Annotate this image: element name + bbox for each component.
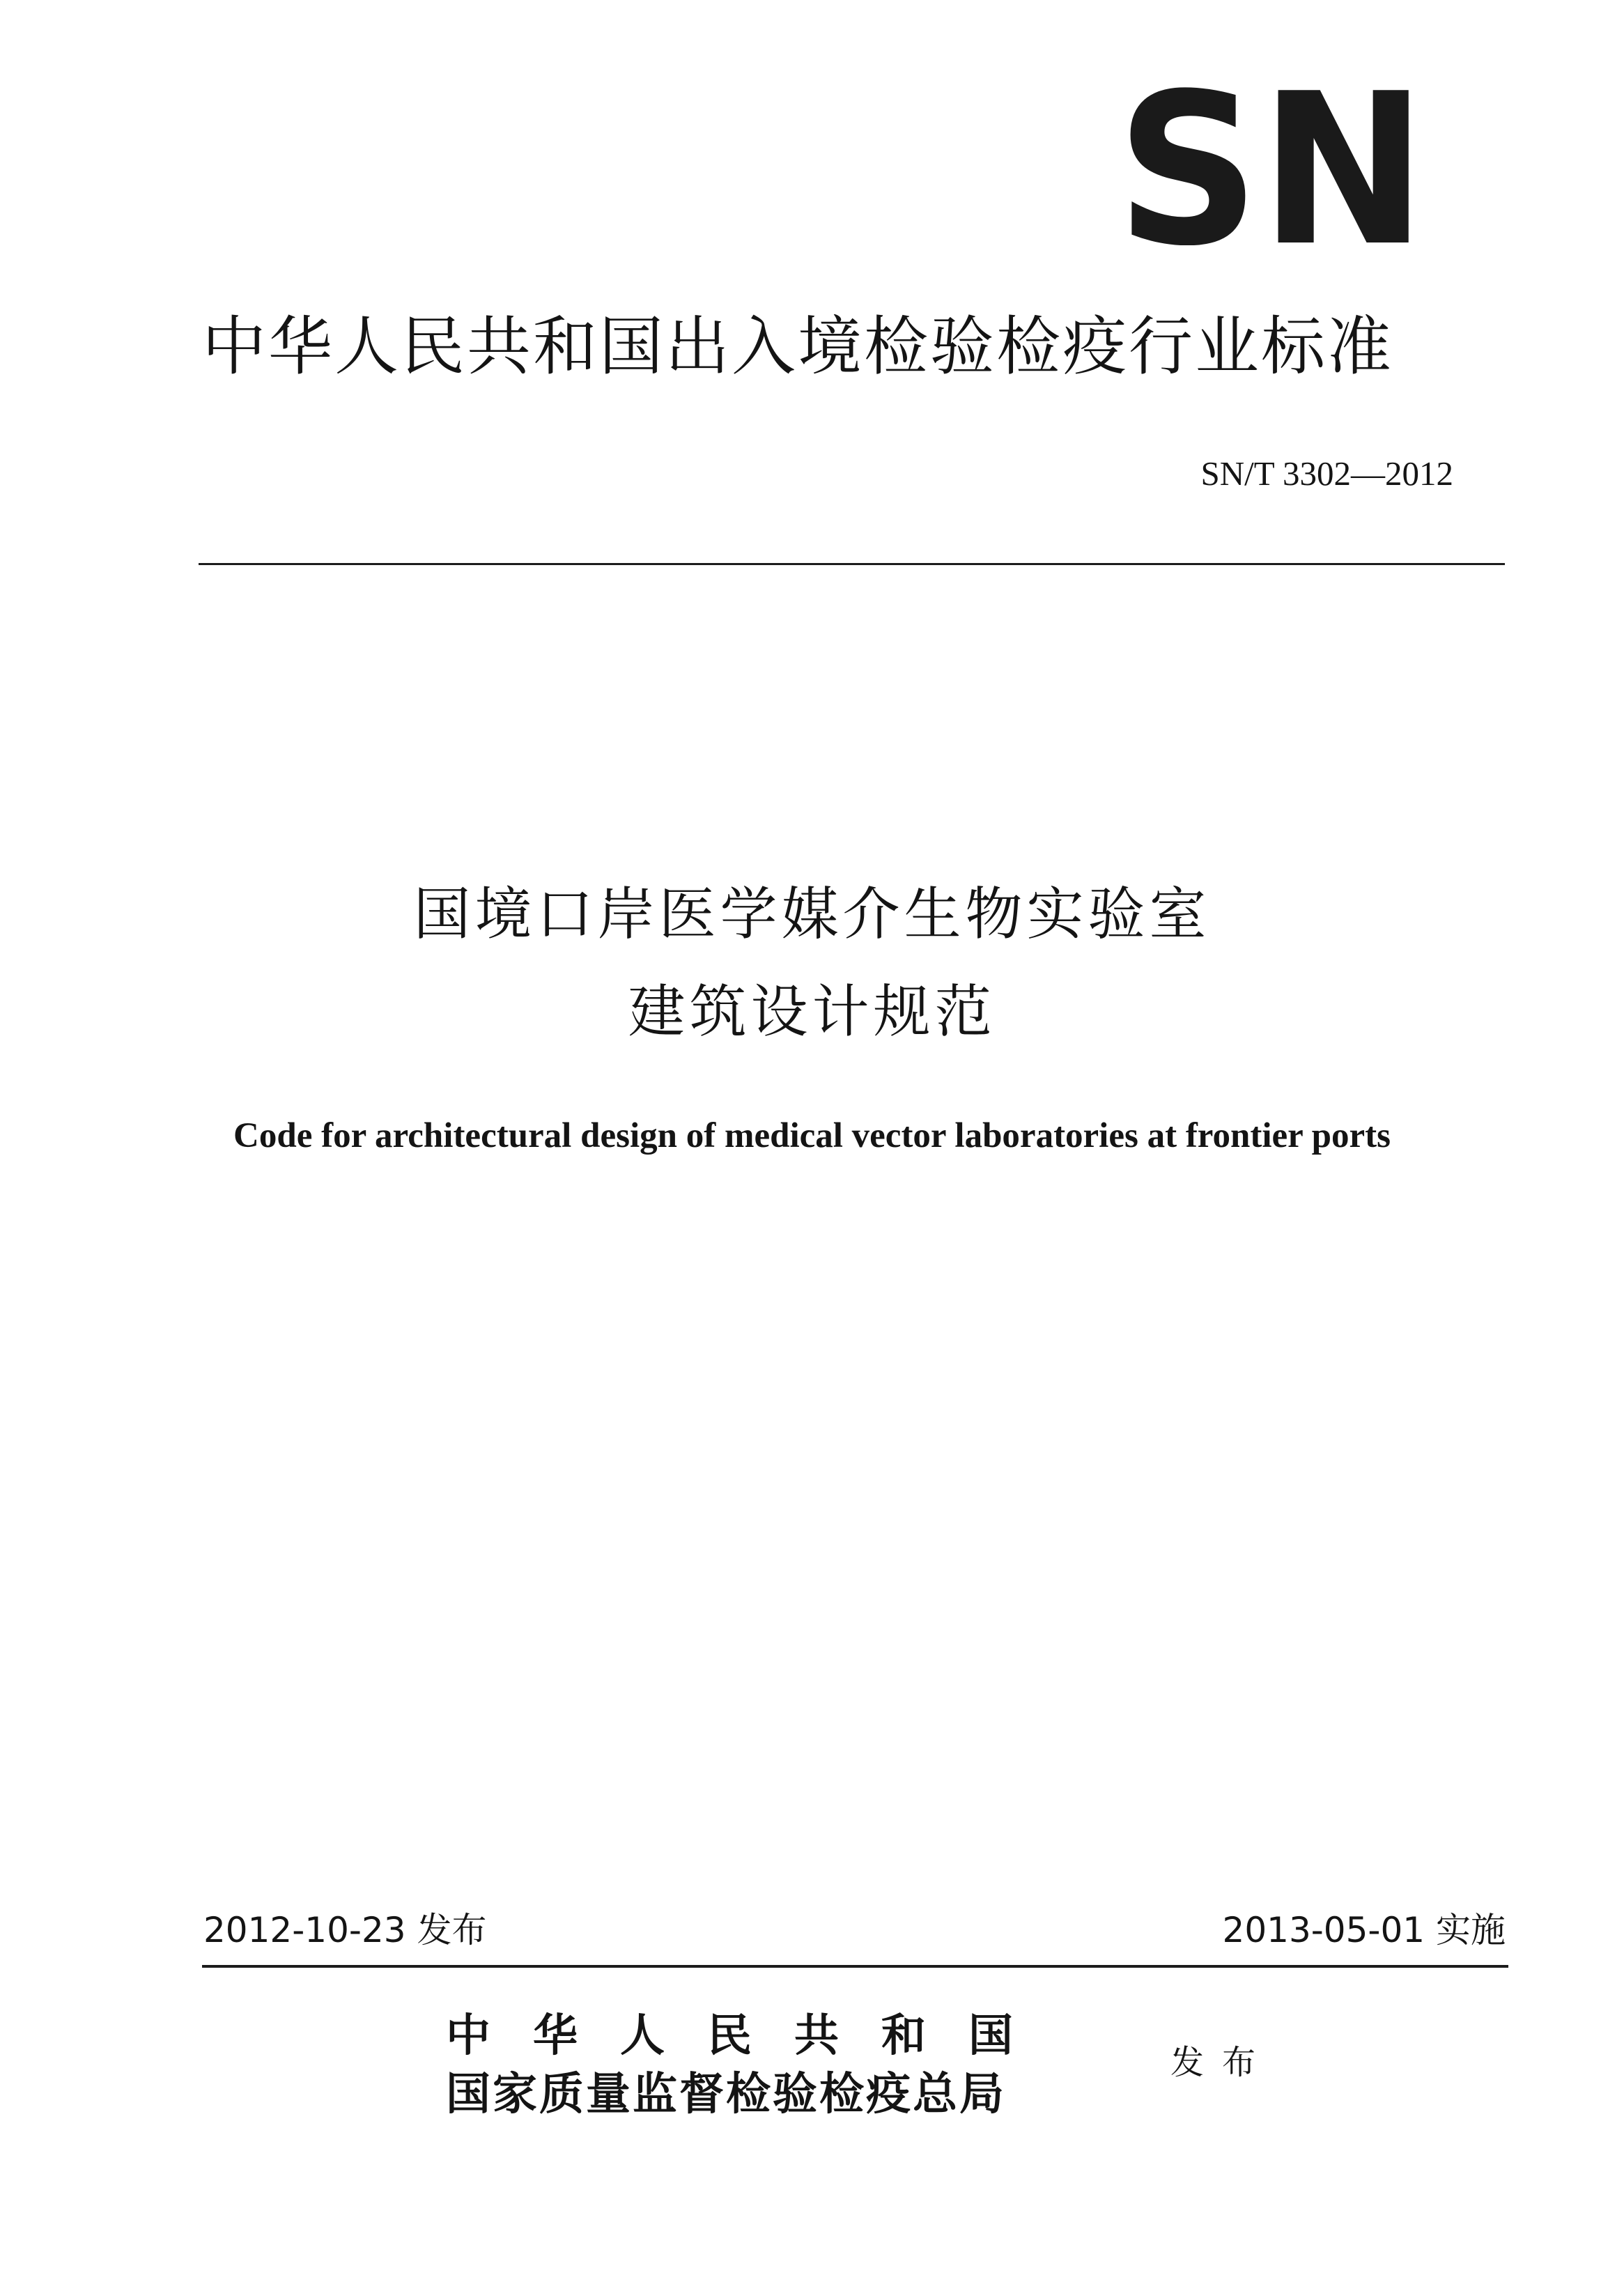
footer-divider — [202, 1965, 1508, 1968]
header-divider — [199, 563, 1505, 565]
document-title-english: Code for architectural design of medical vector laboratories at frontier ports — [233, 1116, 1391, 1155]
document-title-line-2: 建筑设计规范 — [628, 979, 996, 1045]
standard-category-title: 中华人民共和国出入境检验检疫行业标准 — [202, 309, 1394, 384]
standard-number: SN/T 3302—2012 — [1200, 454, 1453, 493]
issuing-authority-line-2: 国家质量监督检验检疫总局 — [446, 2068, 1006, 2120]
implementation-date: 2013-05-01 实施 — [1222, 1910, 1506, 1950]
logo-text: SN — [1116, 85, 1427, 245]
sn-logo — [1115, 85, 1428, 245]
issue-action-label: 发布 — [1170, 2043, 1274, 2082]
issuing-authority-line-1: 中华人民共和国 — [446, 2010, 1055, 2062]
document-title-line-1: 国境口岸医学媒介生物实验室 — [413, 881, 1211, 948]
issuing-authority — [446, 2007, 1143, 2124]
issue-date: 2012-10-23 发布 — [203, 1910, 487, 1950]
